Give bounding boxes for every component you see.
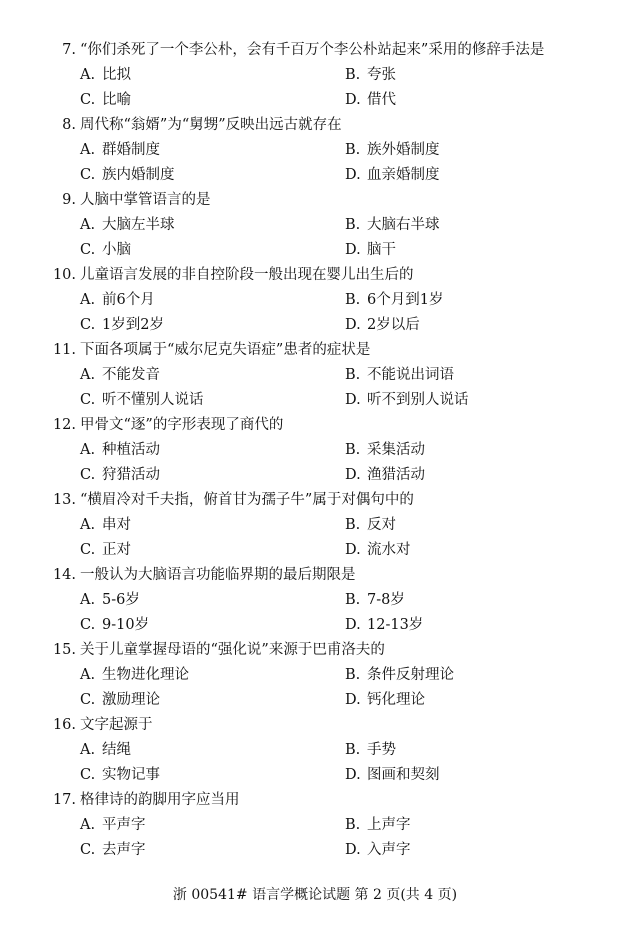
- option-text: 比喻: [102, 92, 131, 108]
- question-stem: [0, 488, 630, 513]
- question-number: 9.: [62, 192, 76, 208]
- option-row: [0, 313, 630, 338]
- question-number: 15.: [52, 642, 76, 658]
- answer-option: [345, 88, 396, 113]
- question-number: 7.: [62, 42, 76, 58]
- answer-option: [80, 588, 140, 613]
- option-letter: B.: [345, 142, 361, 158]
- option-letter: B.: [345, 292, 361, 308]
- answer-option: [80, 438, 160, 463]
- option-text: 6个月到1岁: [367, 292, 444, 308]
- question-number: 16.: [52, 717, 76, 733]
- option-text: 族内婚制度: [102, 167, 175, 183]
- answer-option: [80, 813, 146, 838]
- question-text: 周代称“翁婿”为“舅甥”反映出远古就存在: [80, 117, 342, 133]
- answer-option: [345, 688, 425, 713]
- answer-option: [345, 463, 425, 488]
- option-text: 实物记事: [102, 767, 160, 783]
- option-row: [0, 763, 630, 788]
- option-letter: C.: [80, 467, 96, 483]
- option-text: 采集活动: [367, 442, 425, 458]
- option-text: 大脑右半球: [367, 217, 440, 233]
- option-text: 图画和契刻: [367, 767, 440, 783]
- answer-option: [80, 313, 164, 338]
- answer-option: [345, 763, 440, 788]
- option-letter: B.: [345, 367, 361, 383]
- question-item: [0, 788, 630, 863]
- answer-option: [345, 163, 440, 188]
- question-text: 格律诗的韵脚用字应当用: [80, 792, 240, 808]
- question-stem: [0, 713, 630, 738]
- option-row: [0, 463, 630, 488]
- option-letter: C.: [80, 842, 96, 858]
- option-text: 反对: [367, 517, 396, 533]
- option-text: 大脑左半球: [102, 217, 175, 233]
- option-text: 小脑: [102, 242, 131, 258]
- option-letter: A.: [80, 592, 96, 608]
- option-letter: A.: [80, 742, 96, 758]
- question-stem: [0, 638, 630, 663]
- answer-option: [80, 238, 131, 263]
- question-item: [0, 113, 630, 188]
- answer-option: [345, 538, 411, 563]
- option-text: 钙化理论: [367, 692, 425, 708]
- option-letter: D.: [345, 767, 361, 783]
- answer-option: [80, 763, 160, 788]
- option-letter: B.: [345, 442, 361, 458]
- answer-option: [80, 138, 160, 163]
- option-text: 正对: [102, 542, 131, 558]
- answer-option: [80, 88, 131, 113]
- option-row: [0, 663, 630, 688]
- option-row: [0, 838, 630, 863]
- option-letter: B.: [345, 667, 361, 683]
- answer-option: [80, 663, 189, 688]
- option-text: 听不到别人说话: [367, 392, 469, 408]
- option-text: 5-6岁: [102, 592, 140, 608]
- question-number: 10.: [52, 267, 76, 283]
- option-text: 7-8岁: [367, 592, 405, 608]
- question-number: 13.: [52, 492, 76, 508]
- question-item: [0, 563, 630, 638]
- option-text: 平声字: [102, 817, 146, 833]
- answer-option: [345, 588, 405, 613]
- answer-option: [80, 538, 131, 563]
- question-stem: [0, 413, 630, 438]
- question-number: 17.: [52, 792, 76, 808]
- answer-option: [345, 288, 443, 313]
- question-item: [0, 488, 630, 563]
- option-letter: D.: [345, 842, 361, 858]
- option-letter: A.: [80, 667, 96, 683]
- question-number: 11.: [52, 342, 76, 358]
- option-row: [0, 388, 630, 413]
- option-letter: C.: [80, 167, 96, 183]
- question-number: 14.: [52, 567, 76, 583]
- option-text: 渔猎活动: [367, 467, 425, 483]
- answer-option: [345, 613, 423, 638]
- option-letter: C.: [80, 617, 96, 633]
- option-letter: B.: [345, 67, 361, 83]
- option-text: 不能说出词语: [367, 367, 454, 383]
- option-row: [0, 238, 630, 263]
- option-text: 12-13岁: [367, 617, 424, 633]
- option-letter: A.: [80, 367, 96, 383]
- question-item: [0, 188, 630, 263]
- option-letter: C.: [80, 317, 96, 333]
- option-text: 种植活动: [102, 442, 160, 458]
- option-text: 9-10岁: [102, 617, 150, 633]
- question-text: 甲骨文“逐”的字形表现了商代的: [80, 417, 284, 433]
- option-text: 条件反射理论: [367, 667, 454, 683]
- option-text: 群婚制度: [102, 142, 160, 158]
- option-letter: C.: [80, 392, 96, 408]
- option-letter: A.: [80, 817, 96, 833]
- option-row: [0, 138, 630, 163]
- option-text: 上声字: [367, 817, 411, 833]
- answer-option: [80, 613, 149, 638]
- answer-option: [80, 838, 146, 863]
- option-letter: C.: [80, 692, 96, 708]
- option-row: [0, 538, 630, 563]
- option-letter: C.: [80, 767, 96, 783]
- option-letter: A.: [80, 217, 96, 233]
- option-text: 比拟: [102, 67, 131, 83]
- question-text: 下面各项属于“威尔尼克失语症”患者的症状是: [80, 342, 371, 358]
- question-item: [0, 638, 630, 713]
- answer-option: [80, 738, 131, 763]
- answer-option: [80, 388, 204, 413]
- answer-option: [80, 688, 160, 713]
- option-row: [0, 813, 630, 838]
- option-letter: D.: [345, 467, 361, 483]
- answer-option: [345, 813, 411, 838]
- option-row: [0, 438, 630, 463]
- answer-option: [345, 238, 396, 263]
- option-text: 结绳: [102, 742, 131, 758]
- answer-option: [80, 463, 160, 488]
- answer-option: [80, 513, 131, 538]
- answer-option: [80, 213, 175, 238]
- question-text: 文字起源于: [80, 717, 153, 733]
- option-row: [0, 63, 630, 88]
- option-letter: B.: [345, 742, 361, 758]
- question-stem: [0, 788, 630, 813]
- option-letter: B.: [345, 517, 361, 533]
- option-letter: A.: [80, 67, 96, 83]
- option-letter: D.: [345, 542, 361, 558]
- option-text: 去声字: [102, 842, 146, 858]
- question-text: 关于儿童掌握母语的“强化说”来源于巴甫洛夫的: [80, 642, 385, 658]
- option-letter: A.: [80, 442, 96, 458]
- option-letter: D.: [345, 317, 361, 333]
- answer-option: [80, 363, 160, 388]
- answer-option: [80, 63, 131, 88]
- question-text: 儿童语言发展的非自控阶段一般出现在婴儿出生后的: [80, 267, 414, 283]
- option-letter: D.: [345, 692, 361, 708]
- option-row: [0, 288, 630, 313]
- option-row: [0, 88, 630, 113]
- option-row: [0, 588, 630, 613]
- option-letter: B.: [345, 817, 361, 833]
- question-stem: [0, 263, 630, 288]
- question-number: 12.: [52, 417, 76, 433]
- page-footer: 浙 00541# 语言学概论试题 第 2 页(共 4 页): [172, 887, 458, 903]
- option-text: 流水对: [367, 542, 411, 558]
- question-item: [0, 38, 630, 113]
- option-row: [0, 613, 630, 638]
- answer-option: [345, 213, 440, 238]
- answer-option: [345, 63, 396, 88]
- option-text: 生物进化理论: [102, 667, 189, 683]
- option-text: 听不懂别人说话: [102, 392, 204, 408]
- option-text: 前6个月: [102, 292, 155, 308]
- option-text: 激励理论: [102, 692, 160, 708]
- option-text: 血亲婚制度: [367, 167, 440, 183]
- answer-option: [345, 363, 454, 388]
- answer-option: [345, 388, 469, 413]
- option-letter: D.: [345, 392, 361, 408]
- question-item: [0, 338, 630, 413]
- option-row: [0, 513, 630, 538]
- question-text: 人脑中掌管语言的是: [80, 192, 211, 208]
- option-letter: B.: [345, 592, 361, 608]
- option-text: 入声字: [367, 842, 411, 858]
- option-row: [0, 688, 630, 713]
- question-stem: [0, 113, 630, 138]
- answer-option: [345, 438, 425, 463]
- question-number: 8.: [62, 117, 76, 133]
- answer-option: [345, 313, 420, 338]
- question-item: [0, 713, 630, 788]
- question-list: [0, 38, 630, 863]
- option-text: 串对: [102, 517, 131, 533]
- option-text: 夸张: [367, 67, 396, 83]
- question-stem: [0, 38, 630, 63]
- option-text: 手势: [367, 742, 396, 758]
- question-text: “横眉冷对千夫指，俯首甘为孺子牛”属于对偶句中的: [80, 492, 414, 508]
- option-row: [0, 738, 630, 763]
- answer-option: [345, 513, 396, 538]
- option-text: 2岁以后: [367, 317, 420, 333]
- option-row: [0, 363, 630, 388]
- question-stem: [0, 563, 630, 588]
- option-letter: A.: [80, 292, 96, 308]
- question-text: “你们杀死了一个李公朴，会有千百万个李公朴站起来”采用的修辞手法是: [80, 42, 545, 58]
- option-letter: C.: [80, 242, 96, 258]
- answer-option: [80, 288, 155, 313]
- answer-option: [345, 138, 440, 163]
- question-item: [0, 263, 630, 338]
- option-row: [0, 213, 630, 238]
- option-text: 狩猎活动: [102, 467, 160, 483]
- question-item: [0, 413, 630, 488]
- option-letter: A.: [80, 142, 96, 158]
- option-letter: D.: [345, 92, 361, 108]
- option-text: 借代: [367, 92, 396, 108]
- answer-option: [345, 838, 411, 863]
- option-letter: B.: [345, 217, 361, 233]
- option-letter: D.: [345, 617, 361, 633]
- option-letter: C.: [80, 92, 96, 108]
- option-letter: C.: [80, 542, 96, 558]
- option-row: [0, 163, 630, 188]
- answer-option: [80, 163, 175, 188]
- option-text: 脑干: [367, 242, 396, 258]
- question-stem: [0, 188, 630, 213]
- option-text: 1岁到2岁: [102, 317, 164, 333]
- option-text: 族外婚制度: [367, 142, 440, 158]
- option-text: 不能发音: [102, 367, 160, 383]
- answer-option: [345, 663, 454, 688]
- option-letter: D.: [345, 242, 361, 258]
- question-text: 一般认为大脑语言功能临界期的最后期限是: [80, 567, 356, 583]
- answer-option: [345, 738, 396, 763]
- option-letter: A.: [80, 517, 96, 533]
- option-letter: D.: [345, 167, 361, 183]
- question-stem: [0, 338, 630, 363]
